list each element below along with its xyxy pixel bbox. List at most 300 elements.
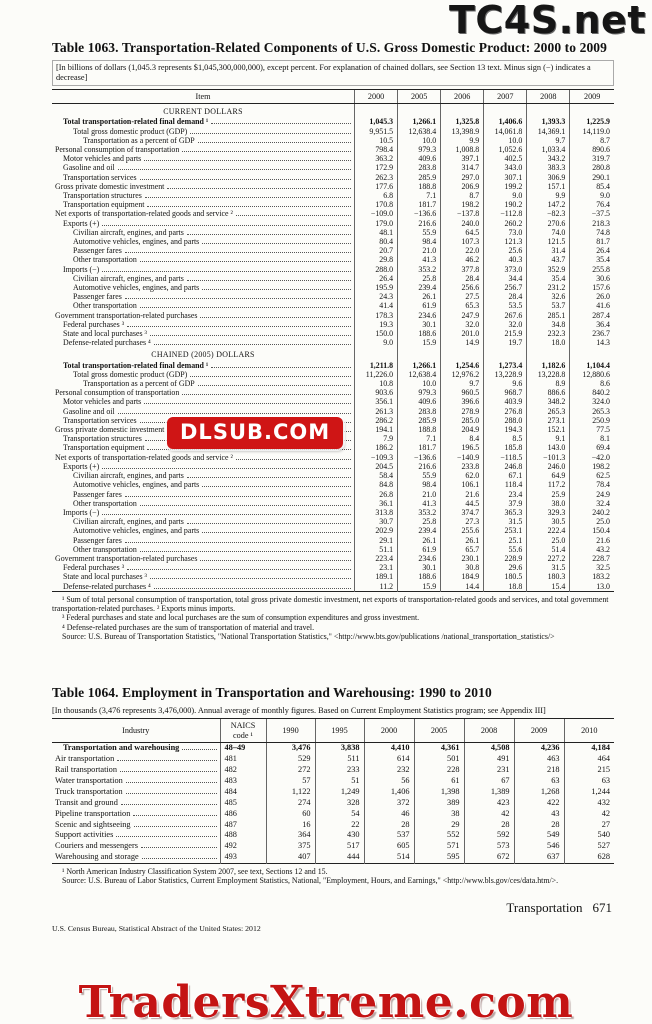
value-cell: 55.9 (398, 471, 441, 480)
table-row (52, 237, 614, 246)
row-label: Truck transportation (55, 786, 123, 796)
value-cell: 1,393.3 (527, 117, 570, 126)
dot-leader (142, 858, 217, 859)
footnote: ¹ Sum of total personal consumption of transportation, total gross private domestic investment, net exports of transportation-related goods and services, and total government transportation-related purchases. ² Exports minus imports. (52, 594, 609, 614)
value-cell: 14,119.0 (570, 127, 614, 136)
table-row (52, 480, 614, 489)
row-label: Government transportation-related purchases (55, 553, 198, 563)
table-row (52, 200, 614, 209)
value-cell: 28 (464, 820, 514, 831)
section-header: CHAINED (2005) DOLLARS (151, 350, 255, 360)
row-label-cell (52, 228, 355, 237)
value-cell: 1,406 (364, 787, 414, 798)
dot-leader (144, 403, 351, 404)
value-cell: 24.9 (570, 490, 614, 499)
value-cell: −82.3 (527, 209, 570, 218)
value-cell: 26.1 (398, 292, 441, 301)
row-label-cell (52, 743, 220, 754)
value-cell: 968.7 (484, 388, 527, 397)
value-cell: 30.1 (398, 563, 441, 572)
value-cell: 198.2 (570, 462, 614, 471)
watermark-middle: DLSUB.COM (167, 417, 343, 449)
value-cell: 343.2 (527, 154, 570, 163)
value-cell: 25.9 (527, 490, 570, 499)
table-row (52, 554, 614, 563)
value-cell: 189.1 (355, 572, 398, 581)
table-row (52, 743, 614, 754)
value-cell: 231 (464, 765, 514, 776)
value-cell: 255.6 (441, 526, 484, 535)
value-cell: 537 (364, 830, 414, 841)
value-cell: 409.6 (398, 397, 441, 406)
value-cell: −109.3 (355, 453, 398, 462)
value-cell: 25.6 (484, 246, 527, 255)
table-row (52, 209, 614, 218)
value-cell: 204.5 (355, 462, 398, 471)
table-1064-body (52, 743, 614, 864)
value-cell: 514 (364, 852, 414, 863)
dot-leader (154, 588, 351, 589)
empty-cell (484, 347, 527, 360)
table-row (52, 499, 614, 508)
census-bureau-credit: U.S. Census Bureau, Statistical Abstract of the United States: 2012 (52, 923, 261, 933)
value-cell: 21.6 (570, 536, 614, 545)
value-cell: −42.0 (570, 453, 614, 462)
dot-leader (134, 826, 217, 827)
value-cell: 34.8 (527, 320, 570, 329)
value-cell: 32.6 (527, 292, 570, 301)
value-cell: 19.3 (355, 320, 398, 329)
table-row (52, 292, 614, 301)
value-cell: 170.8 (355, 200, 398, 209)
value-cell: 285.9 (398, 173, 441, 182)
value-cell: 255.8 (570, 265, 614, 274)
value-cell: 12,638.4 (398, 127, 441, 136)
value-cell: 233.8 (441, 462, 484, 471)
empty-cell (355, 347, 398, 360)
empty-cell (441, 104, 484, 118)
value-cell: 260.2 (484, 219, 527, 228)
row-label-cell (52, 554, 355, 563)
value-cell: 51.4 (527, 545, 570, 554)
value-cell: 529 (266, 754, 315, 765)
row-label-cell (52, 462, 355, 471)
value-cell: 43.7 (527, 255, 570, 264)
value-cell: 15.9 (398, 582, 441, 592)
value-cell: 19.7 (484, 338, 527, 347)
value-cell: 373.0 (484, 265, 527, 274)
value-cell: 1,266.1 (398, 117, 441, 126)
dot-leader (187, 523, 351, 524)
row-label-cell (52, 407, 355, 416)
value-cell: 32.0 (441, 320, 484, 329)
table-row (52, 329, 614, 338)
value-cell: 194.1 (355, 425, 398, 434)
table-1064 (52, 718, 614, 864)
empty-cell (527, 104, 570, 118)
table-row (52, 536, 614, 545)
value-cell: 61.9 (398, 301, 441, 310)
dot-leader (190, 376, 351, 377)
value-cell: 319.7 (570, 154, 614, 163)
value-cell: 348.2 (527, 397, 570, 406)
value-cell: 7.1 (398, 434, 441, 443)
value-cell: 239.4 (398, 283, 441, 292)
value-cell: 9.0 (570, 191, 614, 200)
row-label-cell (52, 320, 355, 329)
value-cell: 60 (266, 809, 315, 820)
row-label-cell (52, 191, 355, 200)
value-cell: 571 (414, 841, 464, 852)
value-cell: −37.5 (570, 209, 614, 218)
row-label-cell (52, 830, 220, 841)
dot-leader (120, 771, 217, 772)
value-cell: 81.7 (570, 237, 614, 246)
row-label-cell (52, 787, 220, 798)
value-cell: 69.4 (570, 443, 614, 452)
row-label-cell (52, 219, 355, 228)
table-row (52, 219, 614, 228)
table-row (52, 453, 614, 462)
row-label-cell (52, 563, 355, 572)
value-cell: 62.5 (570, 471, 614, 480)
table-row (52, 582, 614, 592)
source-note: Source: U.S. Bureau of Transportation Statistics, "National Transportation Statistics," <http://www.bts.gov/publications /national_transportation_statistics/> (62, 632, 555, 642)
footnote: ¹ North American Industry Classification System 2007, see text, Sections 12 and 15. (62, 867, 328, 877)
value-cell: 527 (564, 841, 614, 852)
watermark-bottom: TradersXtreme.com (78, 977, 574, 1024)
column-header-item: Item (52, 89, 355, 103)
table-1064-title: Table 1064. Employment in Transportation and Warehousing: 1990 to 2010 (52, 685, 492, 701)
column-header-year: 2005 (414, 719, 464, 743)
row-label: Automotive vehicles, engines, and parts (73, 526, 200, 536)
value-cell: 26.0 (570, 292, 614, 301)
row-label-cell (52, 536, 355, 545)
table-1063-title: Table 1063. Transportation-Related Components of U.S. Gross Domestic Product: 2000 to 2009 (52, 40, 607, 55)
value-cell: 365.3 (484, 508, 527, 517)
value-cell: 328 (315, 798, 364, 809)
value-cell: 1,389 (464, 787, 514, 798)
value-cell: 76.4 (570, 200, 614, 209)
value-cell: 183.2 (570, 572, 614, 581)
empty-cell (398, 347, 441, 360)
value-cell: 246.8 (484, 462, 527, 471)
value-cell: 9.0 (484, 191, 527, 200)
table-1063-header (52, 89, 614, 103)
value-cell: 181.7 (398, 443, 441, 452)
dot-leader (118, 169, 351, 170)
dot-leader (144, 160, 351, 161)
value-cell: 196.5 (441, 443, 484, 452)
naics-code-cell: 487 (220, 820, 266, 831)
row-label: State and local purchases ³ (63, 329, 147, 339)
table-row (52, 145, 614, 154)
row-label: Warehousing and storage (55, 852, 139, 862)
row-label: Rail transportation (55, 765, 117, 774)
dot-leader (116, 836, 216, 837)
value-cell: 29.8 (355, 255, 398, 264)
value-cell: 9.7 (441, 379, 484, 388)
value-cell: 464 (564, 754, 614, 765)
value-cell: 409.6 (398, 154, 441, 163)
value-cell: 13,398.9 (441, 127, 484, 136)
value-cell: 98.4 (398, 480, 441, 489)
value-cell: 12,976.2 (441, 370, 484, 379)
footnote: ⁴ Defense-related purchases are the sum of transportation of material and travel. (62, 622, 315, 632)
row-label-cell (52, 754, 220, 765)
value-cell: 256.7 (484, 283, 527, 292)
value-cell: 57 (266, 776, 315, 787)
value-cell: 180.5 (484, 572, 527, 581)
row-label-cell (52, 163, 355, 172)
value-cell: 65.3 (441, 301, 484, 310)
table-row (52, 820, 614, 831)
value-cell: 188.6 (398, 329, 441, 338)
value-cell: 58.4 (355, 471, 398, 480)
value-cell: 223.4 (355, 554, 398, 563)
table-row (52, 462, 614, 471)
value-cell: 4,508 (464, 743, 514, 754)
value-cell: 107.3 (441, 237, 484, 246)
value-cell: 364 (266, 830, 315, 841)
value-cell: 285.0 (441, 416, 484, 425)
value-cell: 798.4 (355, 145, 398, 154)
value-cell: 35.4 (527, 274, 570, 283)
dot-leader (140, 551, 351, 552)
dot-leader (102, 514, 351, 515)
dot-leader (200, 317, 351, 318)
value-cell: 396.6 (441, 397, 484, 406)
value-cell: 13.0 (570, 582, 614, 592)
page-content (52, 40, 614, 933)
value-cell: 61 (414, 776, 464, 787)
row-label-cell (52, 292, 355, 301)
value-cell: 491 (464, 754, 514, 765)
row-label: Automotive vehicles, engines, and parts (73, 283, 200, 293)
value-cell: 250.9 (570, 416, 614, 425)
dot-leader (182, 151, 351, 152)
value-cell: 407 (266, 852, 315, 863)
row-label: Federal purchases ³ (63, 563, 125, 573)
value-cell: 150.4 (570, 526, 614, 535)
value-cell: 890.6 (570, 145, 614, 154)
value-cell: 14.9 (441, 338, 484, 347)
value-cell: 80.4 (355, 237, 398, 246)
value-cell: 274 (266, 798, 315, 809)
table-row (52, 490, 614, 499)
value-cell: 9.7 (527, 136, 570, 145)
value-cell: 202.9 (355, 526, 398, 535)
row-label: Other transportation (73, 255, 137, 265)
value-cell: 28.4 (484, 292, 527, 301)
value-cell: 51 (315, 776, 364, 787)
value-cell: 21.6 (441, 490, 484, 499)
value-cell: 262.3 (355, 173, 398, 182)
value-cell: 4,410 (364, 743, 414, 754)
value-cell: 222.4 (527, 526, 570, 535)
value-cell: 239.4 (398, 526, 441, 535)
naics-code-cell: 485 (220, 798, 266, 809)
row-label: Net exports of transportation-related goods and service ² (55, 209, 233, 219)
table-row (52, 311, 614, 320)
value-cell: 85.4 (570, 182, 614, 191)
value-cell: 329.3 (527, 508, 570, 517)
value-cell: 272 (266, 765, 315, 776)
row-label: Other transportation (73, 544, 137, 554)
section-header-row (52, 347, 614, 360)
dot-leader (236, 215, 351, 216)
column-header-year: 2008 (527, 89, 570, 103)
row-label: Transit and ground (55, 797, 118, 807)
value-cell: 3,476 (266, 743, 315, 754)
value-cell: 26.4 (355, 274, 398, 283)
value-cell: 40.3 (484, 255, 527, 264)
row-label-cell (52, 209, 355, 218)
watermark-top: TC4S.net (448, 0, 646, 42)
value-cell: 423 (464, 798, 514, 809)
column-header-year: 1995 (315, 719, 364, 743)
row-label: Gross private domestic investment (55, 425, 165, 435)
value-cell: 179.0 (355, 219, 398, 228)
value-cell: −101.3 (527, 453, 570, 462)
value-cell: 1,254.6 (441, 361, 484, 370)
value-cell: 22.0 (441, 246, 484, 255)
table-row (52, 563, 614, 572)
value-cell: 246.0 (527, 462, 570, 471)
value-cell: 31.4 (527, 246, 570, 255)
naics-code-cell: 492 (220, 841, 266, 852)
value-cell: 960.5 (441, 388, 484, 397)
value-cell: 184.9 (441, 572, 484, 581)
running-head (52, 900, 614, 916)
value-cell: 63 (514, 776, 564, 787)
row-label-cell (52, 283, 355, 292)
value-cell: 188.8 (398, 425, 441, 434)
value-cell: 64.9 (527, 471, 570, 480)
value-cell: 54 (315, 809, 364, 820)
row-label: Gasoline and oil (63, 163, 115, 173)
dot-leader (133, 815, 216, 816)
column-header-industry: Industry (52, 719, 220, 743)
row-label-cell (52, 329, 355, 338)
row-label: Total gross domestic product (GDP) (73, 369, 188, 379)
value-cell: 240.2 (570, 508, 614, 517)
table-row (52, 246, 614, 255)
value-cell: 230.1 (441, 554, 484, 563)
value-cell: 228 (414, 765, 464, 776)
value-cell: 1,266.1 (398, 361, 441, 370)
row-label: Civilian aircraft, engines, and parts (73, 273, 184, 283)
column-header-year: 2006 (441, 89, 484, 103)
value-cell: 46.2 (441, 255, 484, 264)
row-label-cell (52, 274, 355, 283)
table-row (52, 787, 614, 798)
dot-leader (200, 560, 351, 561)
row-label: Transportation as a percent of GDP (83, 379, 195, 389)
value-cell: 10.0 (484, 136, 527, 145)
value-cell: 64.5 (441, 228, 484, 237)
naics-code-cell: 482 (220, 765, 266, 776)
value-cell: 363.2 (355, 154, 398, 163)
value-cell: 8.7 (441, 191, 484, 200)
value-cell: 67.1 (484, 471, 527, 480)
value-cell: 240.0 (441, 219, 484, 228)
dot-leader (127, 326, 351, 327)
value-cell: 41.3 (398, 255, 441, 264)
value-cell: 25.0 (570, 517, 614, 526)
dot-leader (236, 459, 351, 460)
value-cell: 106.1 (441, 480, 484, 489)
value-cell: 44.5 (441, 499, 484, 508)
value-cell: 1,225.9 (570, 117, 614, 126)
row-label-cell (52, 182, 355, 191)
value-cell: 9.9 (527, 191, 570, 200)
value-cell: 9.0 (355, 338, 398, 347)
value-cell: −140.9 (441, 453, 484, 462)
row-label-cell (52, 127, 355, 136)
value-cell: 28.4 (441, 274, 484, 283)
value-cell: 51.1 (355, 545, 398, 554)
value-cell: 30.5 (527, 517, 570, 526)
column-header-naics (220, 719, 266, 743)
value-cell: −136.6 (398, 453, 441, 462)
value-cell: 1,273.4 (484, 361, 527, 370)
value-cell: 37.9 (484, 499, 527, 508)
value-cell: 8.4 (441, 434, 484, 443)
row-label-cell (52, 361, 355, 370)
value-cell: 840.2 (570, 388, 614, 397)
value-cell: 343.0 (484, 163, 527, 172)
column-header-year: 2008 (464, 719, 514, 743)
value-cell: 8.1 (570, 434, 614, 443)
table-row (52, 173, 614, 182)
naics-code-cell: 481 (220, 754, 266, 765)
value-cell: 84.8 (355, 480, 398, 489)
value-cell: 157.6 (570, 283, 614, 292)
value-cell: 21.0 (398, 246, 441, 255)
value-cell: 26.1 (398, 536, 441, 545)
page-footer (52, 900, 614, 933)
row-label-cell (52, 200, 355, 209)
value-cell: 147.2 (527, 200, 570, 209)
dot-leader (126, 793, 217, 794)
value-cell: 1,244 (564, 787, 614, 798)
value-cell: 67 (464, 776, 514, 787)
table-row (52, 841, 614, 852)
dot-leader (125, 298, 351, 299)
value-cell: 383.3 (527, 163, 570, 172)
row-label: Defense-related purchases ⁴ (63, 581, 151, 591)
value-cell: 227.2 (527, 554, 570, 563)
value-cell: 444 (315, 852, 364, 863)
value-cell: 27.3 (441, 517, 484, 526)
dot-leader (198, 142, 351, 143)
value-cell: 397.1 (441, 154, 484, 163)
value-cell: 118.4 (484, 480, 527, 489)
value-cell: 32.0 (484, 320, 527, 329)
row-label: Personal consumption of transportation (55, 144, 180, 154)
row-label-cell (52, 379, 355, 388)
value-cell: 232.3 (527, 329, 570, 338)
value-cell: 1,325.8 (441, 117, 484, 126)
row-label: Automotive vehicles, engines, and parts (73, 480, 200, 490)
dot-leader (182, 749, 216, 750)
value-cell: 38 (414, 809, 464, 820)
value-cell: 14,369.1 (527, 127, 570, 136)
value-cell: 517 (315, 841, 364, 852)
empty-cell (570, 347, 614, 360)
value-cell: 4,361 (414, 743, 464, 754)
